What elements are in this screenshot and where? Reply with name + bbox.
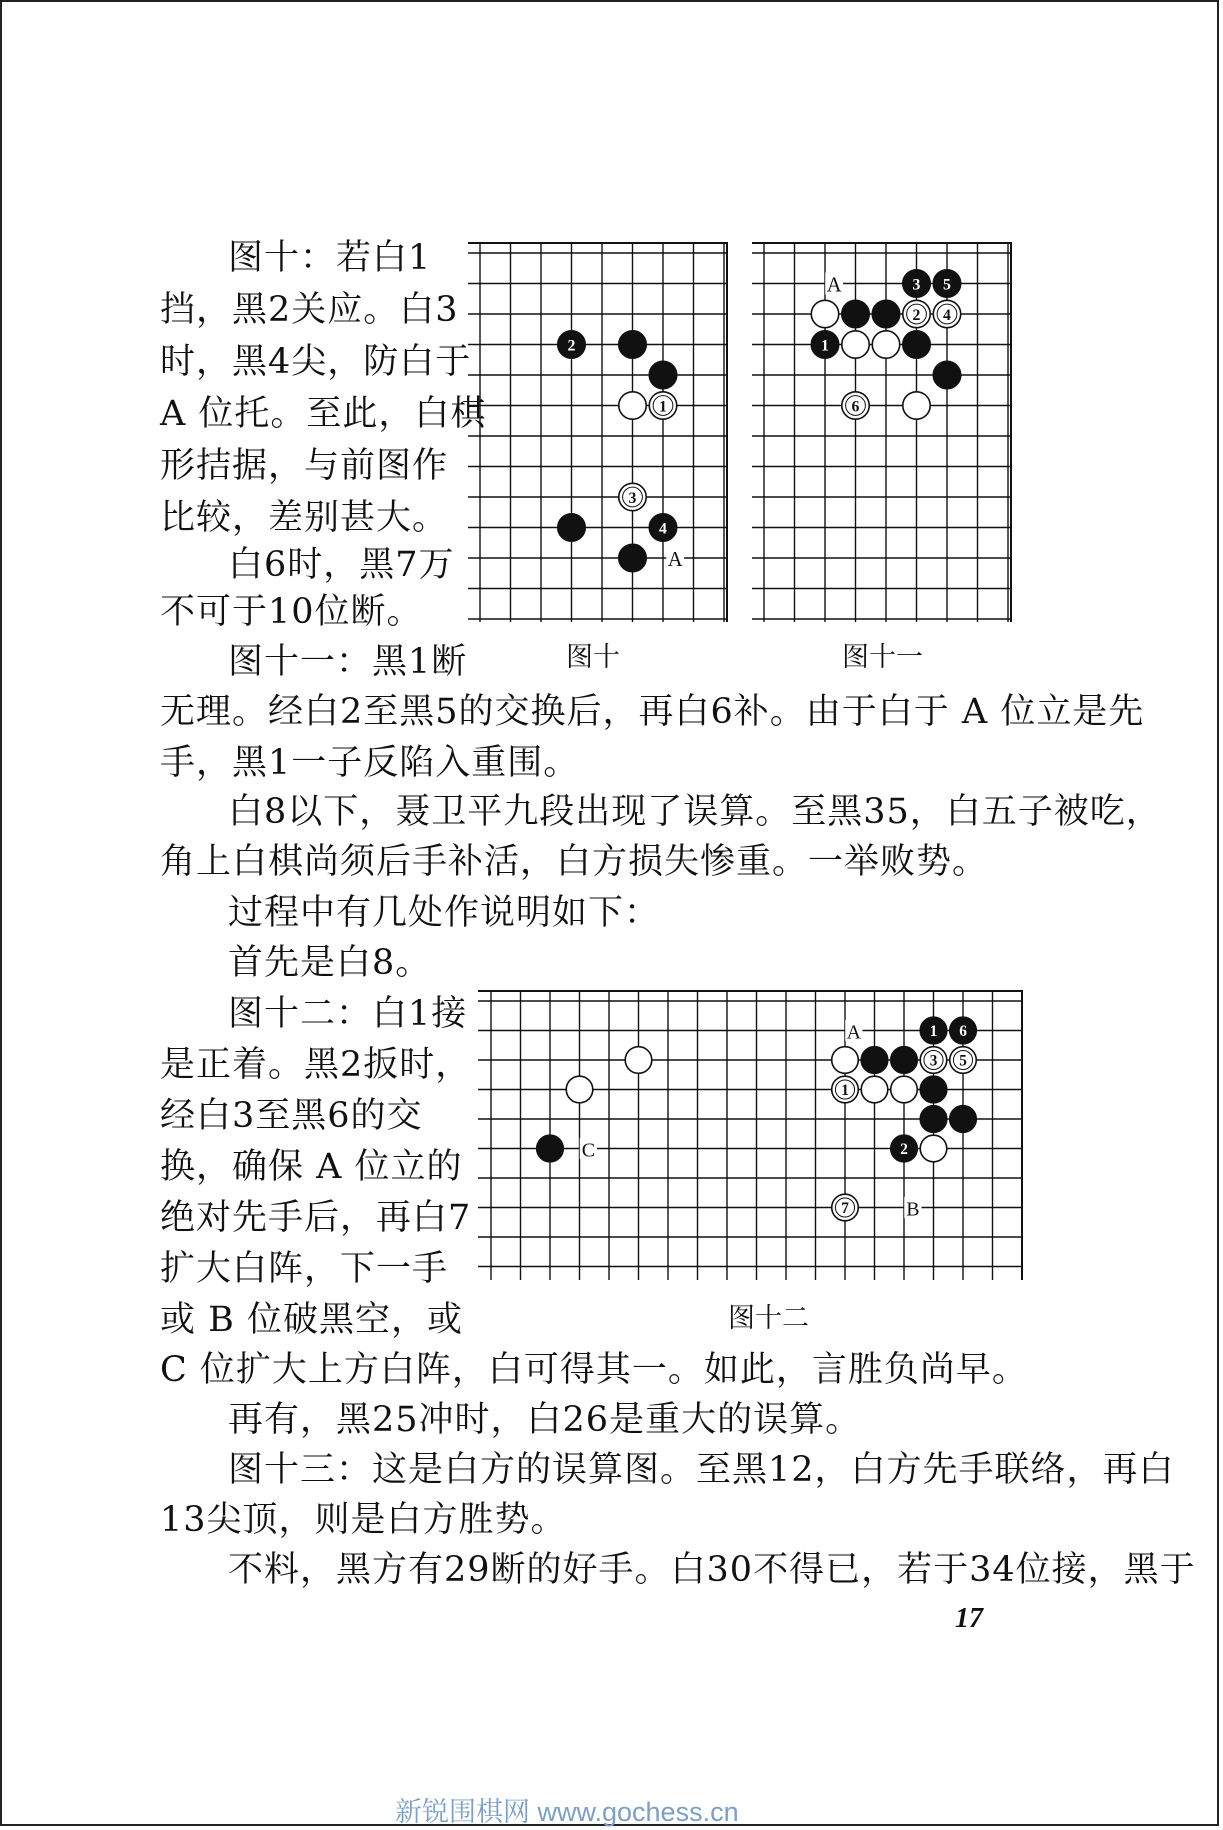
fig12-desc-line3: 经白3至黑6的交 (160, 1096, 423, 1136)
fig12-desc-line6: 扩大白阵，下一手 (160, 1249, 449, 1289)
page-number: 17 (955, 1603, 983, 1634)
board-fig12 (478, 990, 1023, 1280)
fig12-desc-line1: 图十二：白1接 (228, 994, 468, 1034)
fig11-stone-label: 4 (943, 306, 951, 324)
board-fig11 (752, 242, 1012, 622)
fig11-stone-label: 3 (912, 276, 921, 294)
fig12-white-stone (920, 1135, 947, 1162)
white6-line1: 白6时，黑7万 (228, 545, 455, 585)
fig12-stone-label: 1 (841, 1082, 849, 1100)
fig12-desc-line4: 换，确保 A 位立的 (160, 1147, 463, 1187)
fig12-caption: 图十二 (728, 1303, 809, 1334)
fig10-black-stone (619, 544, 646, 571)
watermark: 新锐围棋网 www.gochess.cn (395, 1797, 739, 1827)
fig10-white-stone (649, 392, 676, 419)
fig11-stone-label: 6 (851, 398, 860, 416)
fig12-stone-label: 1 (929, 1023, 938, 1041)
fig11-black-stone (903, 270, 930, 297)
fig11-caption: 图十一 (842, 642, 923, 673)
again-line: 再有，黑25冲时，白26是重大的误算。 (228, 1400, 862, 1440)
fig11-stone-label: 2 (912, 306, 921, 324)
fig11-stone-label: 5 (943, 276, 951, 294)
fig11-black-stone (933, 361, 960, 388)
fig12-white-stone (832, 1047, 859, 1074)
fig12-white-stone (891, 1076, 918, 1103)
fig10-desc-line5: 形拮据，与前图作 (160, 446, 449, 486)
fig11-stone-label: 1 (821, 337, 829, 355)
fig13-desc-line1: 图十三：这是白方的误算图。至黑12，白方先手联络，再白 (228, 1450, 1175, 1490)
fig12-stone-label: 7 (841, 1200, 849, 1218)
fig11-black-stone (933, 270, 960, 297)
fig11-white-stone (872, 331, 899, 358)
fig10-desc-line3: 时，黑4尖，防白于 (160, 342, 472, 382)
fig12-white-stone (832, 1076, 859, 1103)
fig11-desc-line2: 无理。经白2至黑5的交换后，再白6补。由于白于 A 位立是先 (160, 692, 1145, 732)
white8-line2: 角上白棋尚须后手补活，白方损失惨重。一举败势。 (160, 842, 989, 882)
fig11-white-stone (903, 300, 930, 327)
fig11-white-stone (842, 331, 869, 358)
white6-line2: 不可于10位断。 (160, 592, 423, 632)
fig10-desc-line2: 挡，黑2关应。白3 (160, 290, 459, 330)
fig12-desc-line8: C 位扩大上方白阵，白可得其一。如此，言胜负尚早。 (160, 1350, 1028, 1390)
fig11-white-stone (842, 392, 869, 419)
fig12-white-stone (625, 1047, 652, 1074)
fig12-desc-line5: 绝对先手后，再白7 (160, 1198, 472, 1238)
fig12-stone-label: 6 (959, 1023, 967, 1041)
fig13-desc-line2: 13尖顶，则是白方胜势。 (160, 1500, 567, 1540)
fig12-white-stone (832, 1194, 859, 1221)
fig12-stone-label: 2 (900, 1141, 908, 1159)
fig12-black-stone (537, 1135, 564, 1162)
white8-line1: 白8以下，聂卫平九段出现了误算。至黑35，白五子被吃， (228, 792, 1162, 832)
fig11-desc-line1: 图十一：黑1断 (228, 642, 468, 682)
fig10-stone-label: 4 (659, 520, 667, 538)
fig10-mark-label: A (667, 549, 683, 572)
fig10-stone-label: 2 (567, 337, 576, 355)
fig12-white-stone (861, 1076, 888, 1103)
fig12-white-stone (566, 1076, 593, 1103)
board-fig10 (468, 242, 728, 622)
first-line: 首先是白8。 (228, 943, 432, 983)
fig11-white-stone (933, 300, 960, 327)
fig11-black-stone (903, 331, 930, 358)
fig12-black-stone (920, 1076, 947, 1103)
fig10-black-stone (558, 331, 585, 358)
fig10-caption: 图十 (566, 642, 620, 673)
fig12-black-stone (920, 1106, 947, 1133)
fig10-stone-label: 1 (659, 398, 667, 416)
fig12-black-stone (891, 1135, 918, 1162)
fig12-stone-label: 5 (959, 1052, 967, 1070)
fig12-black-stone (950, 1106, 977, 1133)
fig10-white-stone (619, 392, 646, 419)
fig10-desc-line4: A 位托。至此，白棋 (160, 394, 487, 434)
fig12-desc-line2: 是正着。黑2扳时， (160, 1045, 472, 1085)
fig11-desc-line3: 手，黑1一子反陷入重围。 (160, 743, 580, 783)
fig10-black-stone (649, 514, 676, 541)
fig12-stone-label: 3 (929, 1052, 938, 1070)
fig11-white-stone (811, 300, 838, 327)
fig11-black-stone (872, 300, 899, 327)
fig11-black-stone (842, 300, 869, 327)
fig12-desc-line7: 或 B 位破黑空，或 (160, 1300, 463, 1340)
unexpected-line: 不料，黑方有29断的好手。白30不得已，若于34位接，黑于 (228, 1550, 1196, 1590)
fig12-mark-label: B (906, 1198, 920, 1221)
fig10-black-stone (649, 361, 676, 388)
fig10-black-stone (619, 331, 646, 358)
fig12-black-stone (861, 1047, 888, 1074)
fig10-desc-line6: 比较，差别甚大。 (160, 498, 449, 538)
fig11-mark-label: A (826, 274, 842, 297)
fig12-black-stone (920, 1017, 947, 1044)
fig10-stone-label: 3 (628, 489, 637, 507)
fig10-desc-line1: 图十：若白1 (228, 238, 432, 278)
fig12-white-stone (920, 1047, 947, 1074)
fig12-mark-label: C (581, 1139, 595, 1162)
fig12-white-stone (950, 1047, 977, 1074)
fig12-black-stone (891, 1047, 918, 1074)
fig12-black-stone (950, 1017, 977, 1044)
fig10-white-stone (619, 483, 646, 510)
fig11-white-stone (903, 392, 930, 419)
fig11-black-stone (811, 331, 838, 358)
fig10-black-stone (558, 514, 585, 541)
process-line: 过程中有几处作说明如下： (228, 893, 661, 933)
fig12-mark-label: A (846, 1021, 862, 1044)
